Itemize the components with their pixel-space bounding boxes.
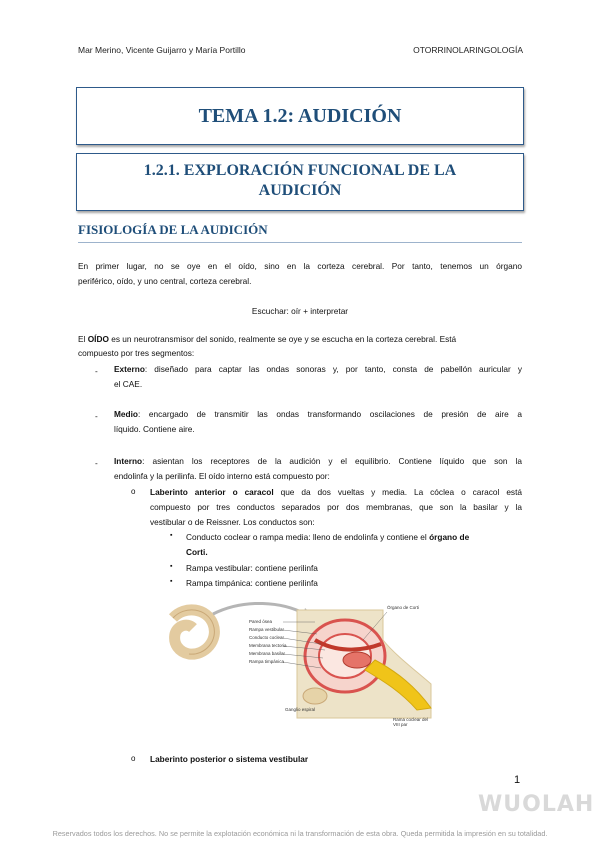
medio-line-1	[114, 407, 522, 422]
laberinto-anterior-line-2: compuesto por tres conductos separados por dos membranas, que son la basilar y la	[150, 502, 522, 512]
label-ganglio-espiral: Ganglio espiral	[285, 707, 316, 712]
intro-line-2: periférico, oído, y uno central, corteza cerebral.	[78, 276, 252, 286]
title-box	[76, 87, 524, 145]
header-authors: Mar Merino, Vicente Guijarro y María Portillo	[78, 45, 246, 55]
page-title: TEMA 1.2: AUDICIÓN	[198, 105, 402, 127]
rampa-vestibular-item: Rampa vestibular: contiene perilinfa	[186, 563, 318, 573]
medio-line-2: líquido. Contiene aire.	[114, 424, 195, 434]
section-rule	[78, 242, 522, 243]
oido-prefix: El	[78, 334, 88, 344]
conducto-bullet-3: ▪	[170, 578, 173, 585]
externo-bullet: -	[95, 366, 98, 376]
intro-line-1: En primer lugar, no se oye en el oído, sino en la corteza cerebral. Por tanto, tenemos un órgano	[78, 261, 522, 271]
medio-bullet: -	[95, 411, 98, 421]
label-rama-coclear-2: VIII par	[393, 722, 408, 727]
conducto-bullet-2: ▪	[170, 563, 173, 570]
externo-text: : diseñado para captar las ondas sonoras y, por tanto, consta de pabellón auricular y	[144, 364, 522, 374]
label-rama-coclear-1: Rama coclear del	[393, 717, 429, 722]
laberinto-posterior-label: Laberinto posterior o sistema vestibular	[150, 754, 309, 764]
label-rampa-timpanica: Rampa timpánica	[249, 659, 285, 664]
conducto-coclear-text: Conducto coclear o rampa media: lleno de endolinfa y contiene el	[186, 532, 430, 542]
externo-label: Externo	[114, 364, 145, 374]
subtitle-line-2: AUDICIÓN	[258, 182, 342, 199]
interno-line-1	[114, 454, 522, 469]
laberinto-anterior-text: que da dos vueltas y media. La cóclea o caracol está	[273, 487, 523, 497]
page-number: 1	[514, 774, 521, 786]
label-membrana-basilar: Membrana basilar	[249, 651, 286, 656]
externo-line-1	[114, 362, 522, 377]
laberinto-posterior-bullet: o	[131, 754, 136, 763]
formula-line: Escuchar: oír + interpretar	[251, 306, 349, 316]
cochlea-shell-illustration	[173, 610, 214, 654]
laberinto-anterior-line-3: vestibular o de Reissner. Los conductos son:	[150, 517, 315, 527]
section-heading: FISIOLOGÍA DE LA AUDICIÓN	[78, 222, 268, 237]
laberinto-anterior-bullet: o	[131, 487, 136, 496]
oido-line-2: compuesto por tres segmentos:	[78, 348, 195, 358]
label-conducto-coclear: Conducto coclear	[249, 635, 285, 640]
label-rampa-vestibular: Rampa vestibular	[249, 627, 285, 632]
interno-label: Interno	[114, 456, 143, 466]
subtitle-box	[76, 153, 524, 211]
oido-bold: OÍDO	[87, 334, 109, 344]
medio-text: : encargado de transmitir las ondas transformando oscilaciones de presión de aire a	[137, 409, 522, 419]
label-membrana-tectoria: Membrana tectoria	[249, 643, 287, 648]
laberinto-anterior-line-1	[150, 485, 522, 500]
externo-line-2: el CAE.	[114, 379, 143, 389]
conducto-coclear-line-2: Corti.	[186, 547, 208, 557]
laberinto-anterior-label: Laberinto anterior o caracol	[150, 487, 274, 497]
rampa-timpanica-item: Rampa timpánica: contiene perilinfa	[186, 578, 318, 588]
label-organo-corti: Órgano de Corti	[387, 605, 420, 610]
footer-rights: Reservados todos los derechos. No se permite la explotación económica ni la transformación de esta obra. Queda permitida la impresión en su totalidad.	[52, 829, 548, 838]
oido-rest: es un neurotransmisor del sonido, realmente se oye y se escucha en la corteza cerebral. Está	[108, 334, 457, 344]
cochlea-figure	[165, 600, 440, 725]
organo-corti-bold: órgano de	[429, 532, 470, 542]
interno-text: : asientan los receptores de la audición y el equilibrio. Contiene líquido que son la	[142, 456, 522, 466]
interno-bullet: -	[95, 458, 98, 468]
spiral-ganglion	[303, 688, 327, 704]
label-pared-osea: Pared ósea	[249, 619, 273, 624]
conducto-coclear-line-1	[186, 530, 522, 545]
conducto-bullet-1: ▪	[170, 532, 173, 539]
zoom-arrow	[213, 603, 305, 614]
organ-of-corti	[343, 652, 371, 668]
medio-label: Medio	[114, 409, 138, 419]
subtitle-line-1: 1.2.1. EXPLORACIÓN FUNCIONAL DE LA	[143, 162, 457, 179]
interno-line-2: endolinfa y la perilinfa. El oído interno está compuesto por:	[114, 471, 330, 481]
header-subject: OTORRINOLARINGOLOGÍA	[413, 45, 523, 55]
wuolah-watermark-logo: WUOLAH	[478, 792, 595, 817]
oido-line-1	[78, 332, 522, 347]
